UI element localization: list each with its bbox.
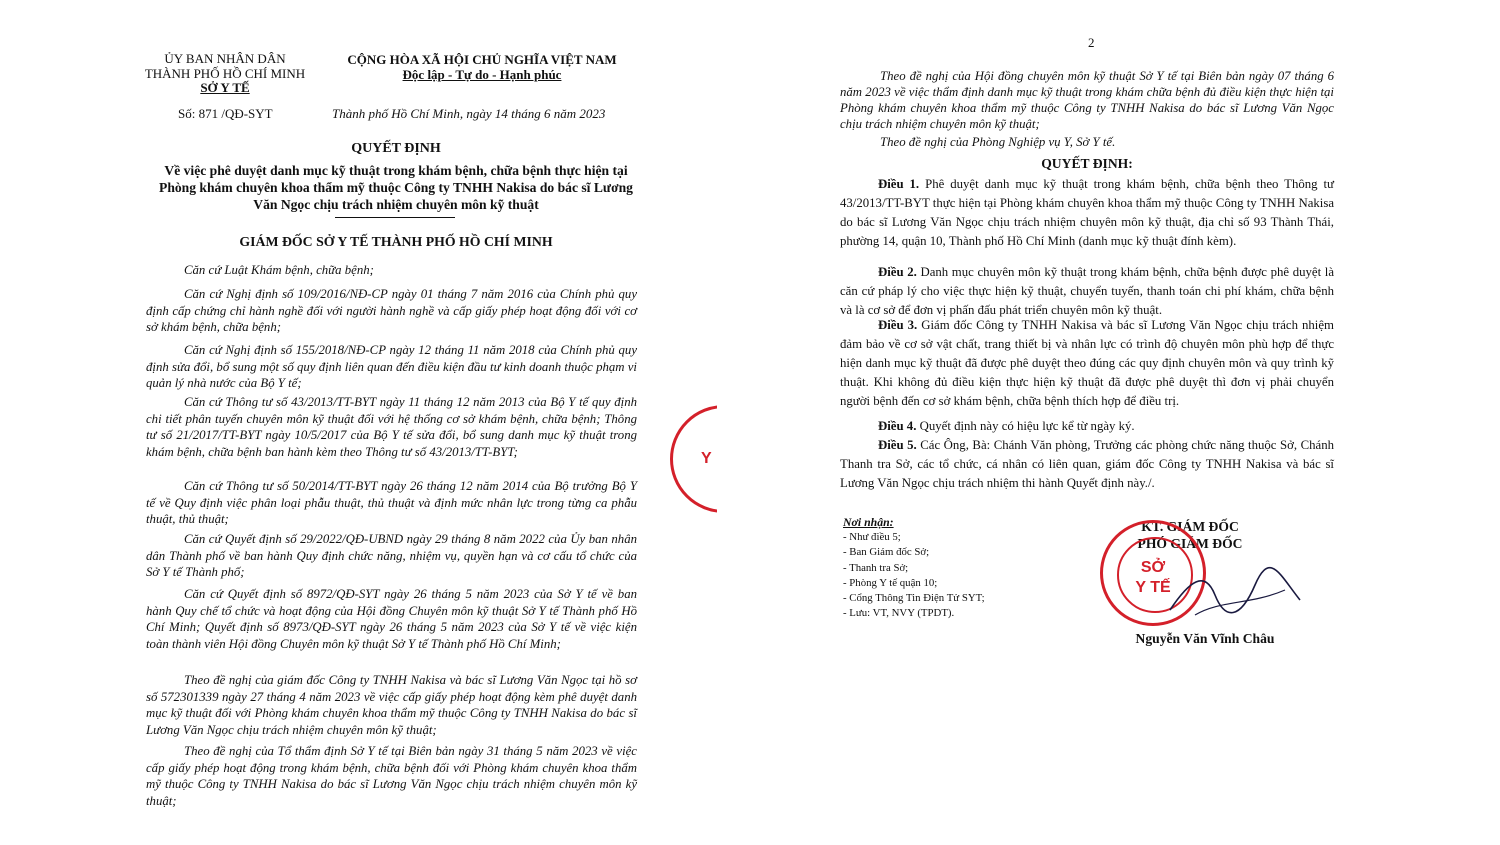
country-line-1: CỘNG HÒA XÃ HỘI CHỦ NGHĨA VIỆT NAM	[347, 52, 617, 67]
article-4-text: Quyết định này có hiệu lực kể từ ngày ký.	[916, 419, 1135, 433]
basis-2: Căn cứ Nghị định số 109/2016/NĐ-CP ngày 01 tháng 7 năm 2016 của Chính phủ quy định cấp chứng chỉ hành nghề đối với người hành nghề và cấp giấy phép hoạt động đối với cơ sở khám bệnh, chữa bệnh;	[146, 287, 637, 335]
edge-stamp-text: Y	[701, 450, 712, 467]
basis-6: Căn cứ Quyết định số 29/2022/QĐ-UBND ngày 29 tháng 8 năm 2022 của Ủy ban nhân dân Thành phố về ban hành Quy định chức năng, nhiệm vụ, quyền hạn và cơ cấu tổ chức của Sở Y tế Thành phố;	[146, 532, 637, 580]
recipients	[843, 515, 1073, 622]
country-line-2: Độc lập - Tự do - Hạnh phúc	[402, 67, 562, 82]
recipient-item: - Ban Giám đốc Sở;	[843, 546, 930, 559]
basis-8: Theo đề nghị của giám đốc Công ty TNHH Nakisa và bác sĩ Lương Văn Ngọc tại hồ sơ số 572301339 ngày 27 tháng 4 năm 2023 về việc cấp giấy phép hoạt động kèm phê duyệt danh mục kỹ thuật đối với Phòng khám chuyên khoa thẩm mỹ thuộc Công ty TNHH Nakisa do bác sĩ Lương Văn Ngọc chịu trách nhiệm chuyên môn kỹ thuật;	[146, 673, 637, 737]
signer-name: Nguyễn Văn Vĩnh Châu	[1135, 631, 1275, 646]
article-2	[840, 263, 1334, 320]
basis-4: Căn cứ Thông tư số 43/2013/TT-BYT ngày 11 tháng 12 năm 2013 của Bộ Y tế quy định chi tiết phân tuyến chuyên môn kỹ thuật đối với hệ thống cơ sở khám bệnh, chữa bệnh; Thông tư số 21/2017/TT-BYT ngày 10/5/2017 của Bộ Y tế sửa đổi, bổ sung danh mục kỹ thuật trong khám bệnh, chữa bệnh ban hành kèm theo Thông tư số 43/2013/TT-BYT;	[146, 395, 637, 459]
signature-line-2: PHÓ GIÁM ĐỐC	[1137, 536, 1243, 551]
place-date: Thành phố Hồ Chí Minh, ngày 14 tháng 6 năm 2023	[332, 106, 606, 121]
country-header	[332, 52, 632, 82]
article-4	[840, 417, 1334, 436]
decision-heading: QUYẾT ĐỊNH:	[1041, 156, 1133, 171]
proposal-2: Theo đề nghị của Phòng Nghiệp vụ Y, Sở Y tế.	[880, 135, 1116, 149]
article-5-label: Điều 5.	[878, 438, 917, 452]
article-2-label: Điều 2.	[878, 265, 917, 279]
signature-line-1: KT. GIÁM ĐỐC	[1141, 519, 1239, 534]
recipient-item: - Phòng Y tế quận 10;	[843, 576, 938, 589]
recipients-title: Nơi nhận:	[843, 515, 894, 529]
basis-1: Căn cứ Luật Khám bệnh, chữa bệnh;	[184, 263, 374, 277]
seal-text-2: Y TẾ	[1135, 579, 1171, 596]
article-2-text: Danh mục chuyên môn kỹ thuật trong khám bệnh, chữa bệnh được phê duyệt là căn cứ pháp lý cho việc thực hiện kỹ thuật, chuyển tuyến, thanh toán chi phí khám, chữa bệnh và là cơ sở để đơn vị phấn đấu phát triển chuyên môn kỹ thuật.	[840, 265, 1334, 317]
subject-line-3: Văn Ngọc chịu trách nhiệm chuyên môn kỹ thuật	[253, 197, 539, 212]
recipient-item: - Lưu: VT, NVY (TPDT).	[843, 607, 955, 620]
proposal-1: Theo đề nghị của Hội đồng chuyên môn kỹ thuật Sở Y tế tại Biên bản ngày 07 tháng 6 năm 2023 về việc thẩm định danh mục kỹ thuật trong khám chữa bệnh đủ điều kiện thực hiện tại Phòng khám chuyên khoa thẩm mỹ thuộc Công ty TNHH Nakisa do bác sĩ Lương Văn Ngọc chịu trách nhiệm chuyên môn kỹ thuật;	[840, 69, 1334, 131]
article-3-text: Giám đốc Công ty TNHH Nakisa và bác sĩ Lương Văn Ngọc chịu trách nhiệm đảm bảo về cơ sở vật chất, trang thiết bị và nhân lực có trình độ chuyên môn phù hợp để thực hiện danh mục kỹ thuật đã được phê duyệt theo đúng các quy định chuyên môn và quy trình kỹ thuật. Khi không đủ điều kiện thực hiện kỹ thuật đã được phê duyệt thì đơn vị phải chuyển người bệnh đến cơ sở khám bệnh, chữa bệnh thích hợp để điều trị.	[840, 318, 1334, 408]
article-4-label: Điều 4.	[878, 419, 917, 433]
article-5-text: Các Ông, Bà: Chánh Văn phòng, Trưởng các phòng chức năng thuộc Sở, Chánh Thanh tra Sở, các tổ chức, cá nhân có liên quan, giám đốc Công ty TNHH Nakisa và bác sĩ Lương Văn Ngọc chịu trách nhiệm thi hành Quyết định này./.	[840, 438, 1334, 490]
page-number: 2	[1088, 35, 1095, 50]
subject-line-1: Về việc phê duyệt danh mục kỹ thuật trong khám bệnh, chữa bệnh thực hiện tại	[164, 163, 628, 178]
divider	[335, 217, 455, 218]
basis-7: Căn cứ Quyết định số 8972/QĐ-SYT ngày 26 tháng 5 năm 2023 của Sở Y tế về ban hành Quy chế tổ chức và hoạt động của Hội đồng Chuyên môn kỹ thuật Sở Y tế Thành phố Hồ Chí Minh; Quyết định số 8973/QĐ-SYT ngày 26 tháng 5 năm 2023 của Sở Y tế về việc kiện toàn thành viên Hội đồng Chuyên môn kỹ thuật Sở Y tế Thành phố Hồ Chí Minh;	[146, 587, 637, 651]
decision-title: QUYẾT ĐỊNH	[351, 141, 441, 156]
article-1-text: Phê duyệt danh mục kỹ thuật trong khám bệnh, chữa bệnh theo Thông tư 43/2013/TT-BYT thực hiện tại Phòng khám chuyên khoa thẩm mỹ thuộc Công ty TNHH Nakisa do bác sĩ Lương Văn Ngọc chịu trách nhiệm chuyên môn kỹ thuật, địa chỉ số 93 Thành Thái, phường 14, quận 10, Thành phố Hồ Chí Minh (danh mục kỹ thuật đính kèm).	[840, 177, 1334, 248]
agency-line-3: SỞ Y TẾ	[200, 80, 250, 95]
basis-9: Theo đề nghị của Tổ thẩm định Sở Y tế tại Biên bản ngày 31 tháng 5 năm 2023 về việc cấp giấy phép hoạt động trong khám bệnh, chữa bệnh đối với Phòng khám chuyên khoa thẩm mỹ thuộc Công ty TNHH Nakisa do bác sĩ Lương Văn Ngọc chịu trách nhiệm chuyên môn kỹ thuật;	[146, 744, 637, 808]
agency-line-2: THÀNH PHỐ HỒ CHÍ MINH	[144, 65, 306, 81]
basis-5: Căn cứ Thông tư số 50/2014/TT-BYT ngày 26 tháng 12 năm 2014 của Bộ trưởng Bộ Y tế về Quy định việc phân loại phẫu thuật, thủ thuật và định mức nhân lực trong từng ca phẫu thuật, thủ thuật;	[146, 479, 637, 527]
article-1	[840, 175, 1334, 251]
article-1-label: Điều 1.	[878, 177, 920, 191]
subject-line-2: Phòng khám chuyên khoa thẩm mỹ thuộc Công ty TNHH Nakisa do bác sĩ Lương	[159, 180, 633, 195]
article-3-label: Điều 3.	[878, 318, 918, 332]
seal-text-1: SỞ	[1140, 559, 1166, 576]
recipient-item: - Như điều 5;	[843, 531, 901, 543]
recipient-item: - Thanh tra Sở;	[843, 561, 909, 574]
agency-line-1: ỦY BAN NHÂN DÂN	[164, 51, 286, 66]
agency-header	[140, 52, 310, 96]
authority-heading: GIÁM ĐỐC SỞ Y TẾ THÀNH PHỐ HỒ CHÍ MINH	[239, 234, 553, 249]
decision-subject	[110, 162, 682, 213]
article-3	[840, 316, 1334, 411]
article-5	[840, 436, 1334, 493]
document-number: Số: 871 /QĐ-SYT	[178, 106, 273, 121]
edge-stamp-circle	[670, 405, 717, 513]
recipient-item: - Cổng Thông Tin Điện Tử SYT;	[843, 592, 985, 605]
handwritten-signature	[1160, 560, 1310, 630]
basis-3: Căn cứ Nghị định số 155/2018/NĐ-CP ngày 12 tháng 11 năm 2018 của Chính phủ quy định sửa đổi, bổ sung một số quy định liên quan đến điều kiện đầu tư kinh doanh thuộc phạm vi quản lý nhà nước của Bộ Y tế;	[146, 343, 637, 391]
page-edge-stamp	[662, 405, 717, 515]
